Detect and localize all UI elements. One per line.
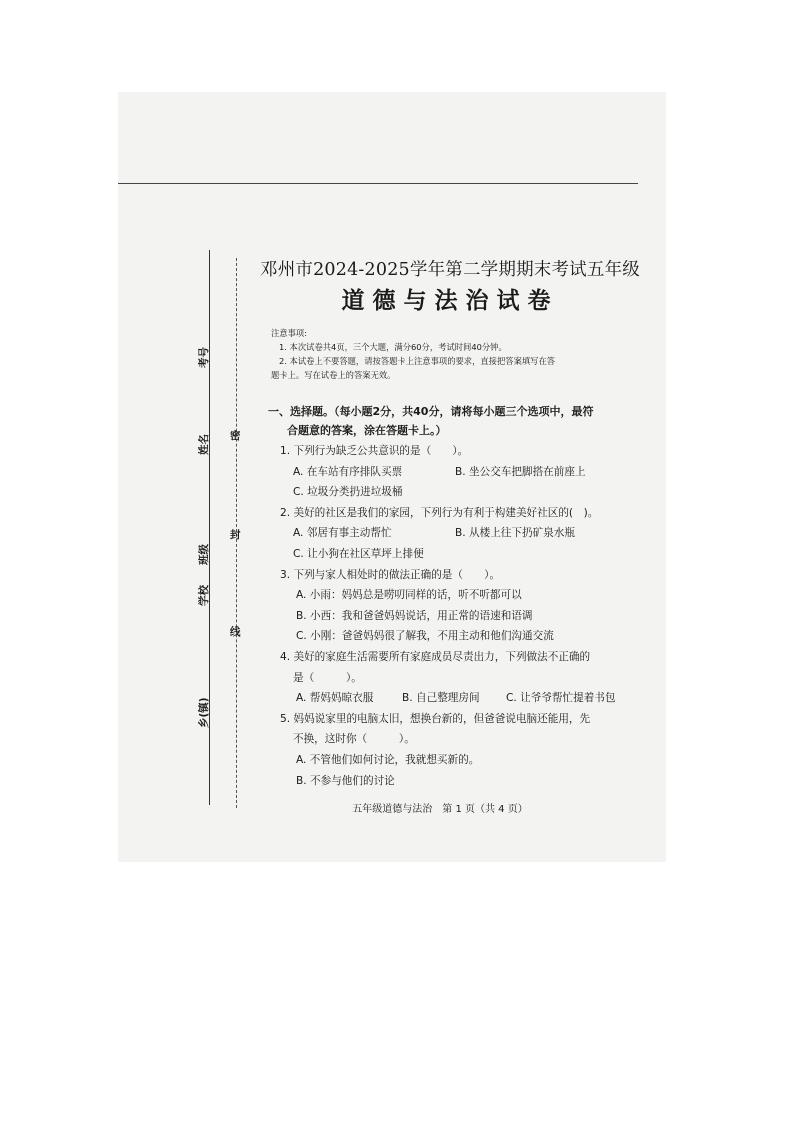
section-heading-line2: 合题意的答案，涂在答题卡上。） <box>287 424 447 437</box>
q3-option-a: A. 小雨：妈妈总是唠叨同样的话，听不听都可以 <box>296 589 522 602</box>
q4-stem-line1: 4. 美好的家庭生活需要所有家庭成员尽责出力，下列做法不正确的 <box>280 650 591 663</box>
township-label: 乡(镇) <box>198 697 210 728</box>
q2-stem: 2. 美好的社区是我们的家园，下列行为有利于构建美好社区的( )。 <box>280 506 599 519</box>
seal-char-feng: 封 <box>230 529 241 541</box>
q1-options-row1 <box>280 462 635 483</box>
class-label: 班级 <box>198 544 210 565</box>
q5-option-a: A. 不管他们如何讨论，我就想买新的。 <box>296 753 480 766</box>
section-heading <box>268 402 628 440</box>
q4-option-b: B. 自己整理房间 <box>402 692 480 705</box>
q5-option-b: B. 不参与他们的讨论 <box>296 774 395 787</box>
notice-block <box>271 326 631 382</box>
exam-title-line1: 邓州市2024-2025学年第二学期期末考试五年级 <box>260 260 640 280</box>
q3-stem: 3. 下列与家人相处时的做法正确的是（ ）。 <box>280 568 501 581</box>
notice-heading: 注意事项: <box>271 328 307 338</box>
page-footer: 五年级道德与法治 第 1 页（共 4 页） <box>352 804 528 815</box>
q2-option-a: A. 邻居有事主动帮忙 <box>293 527 392 540</box>
q2-options-row1 <box>280 523 635 544</box>
question-list <box>280 441 635 791</box>
q1-stem: 1. 下列行为缺乏公共意识的是（ ）。 <box>280 445 469 457</box>
q1-option-a: A. 在车站有序排队买票 <box>293 465 403 478</box>
exam-number-label: 考号 <box>198 347 210 368</box>
q4-stem-line2: 是（ ）。 <box>293 671 362 684</box>
section-heading-line1: 一、选择题。（每小题2分，共40分，请将每小题三个选项中，最符 <box>268 405 594 418</box>
name-label: 姓名 <box>198 434 210 455</box>
q3-option-b: B. 小西：我和爸爸妈妈说话，用正常的语速和语调 <box>296 609 533 622</box>
q2-option-c: C. 让小狗在社区草坪上排便 <box>293 547 424 560</box>
q5-stem-line1: 5. 妈妈说家里的电脑太旧，想换台新的，但爸爸说电脑还能用，先 <box>280 712 591 725</box>
q4-options-row <box>280 688 635 709</box>
q3-option-c: C. 小刚：爸爸妈妈很了解我，不用主动和他们沟通交流 <box>296 630 554 643</box>
notice-item-2b: 题卡上。写在试卷上的答案无效。 <box>271 370 396 380</box>
q4-option-c: C. 让爷爷帮忙提着书包 <box>506 692 616 705</box>
seal-char-mi: 密 <box>230 430 241 442</box>
q5-stem-line2: 不换，这时你（ ）。 <box>293 733 415 746</box>
q1-option-b: B. 坐公交车把脚搭在前座上 <box>455 465 586 478</box>
q4-option-a: A. 帮妈妈晾衣服 <box>296 692 374 705</box>
notice-item-2a: 2. 本试卷上不要答题，请按答题卡上注意事项的要求，直接把答案填写在答 <box>279 356 556 366</box>
q2-option-b: B. 从楼上往下扔矿泉水瓶 <box>455 527 575 540</box>
exam-title-line2: 道德与法治试卷 <box>341 287 559 314</box>
school-label: 学校 <box>198 585 210 606</box>
seal-char-xian: 线 <box>230 626 241 638</box>
notice-item-1: 1. 本次试卷共4页，三个大题，满分60分，考试时间40分钟。 <box>279 342 507 352</box>
q1-option-c: C. 垃圾分类扔进垃圾桶 <box>293 486 403 499</box>
